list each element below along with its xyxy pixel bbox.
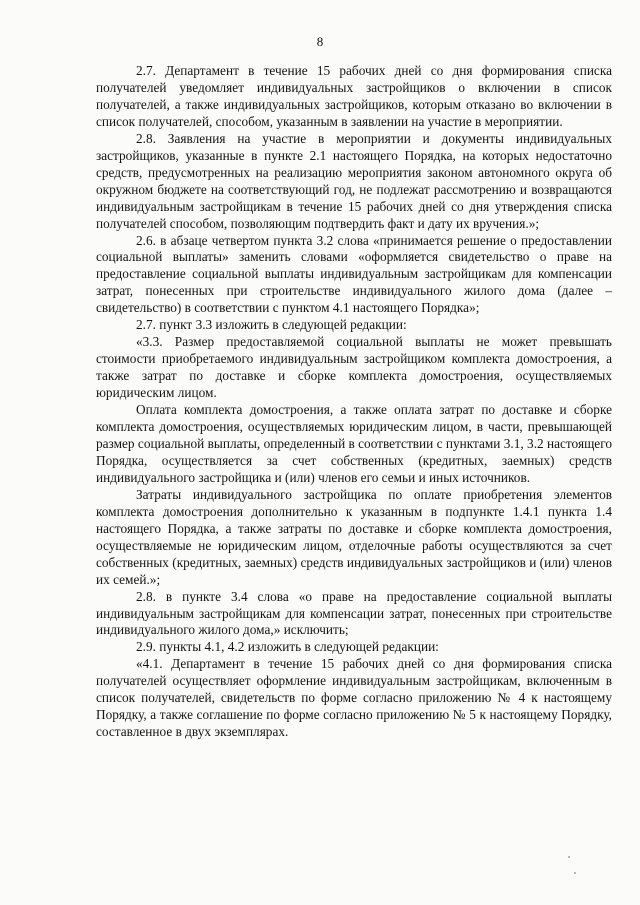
paragraph-2-7-notification: 2.7. Департамент в течение 15 рабочих дней со дня формирования списка получателей уведомляет индивидуальных застройщиков о включении в список получателей, а также индивидуальных застройщиков, которым отказано во включении в список получателей, способом, указанным в заявлении на участие в мероприятии. [96,63,612,129]
paragraph-2-7-amendment: 2.7. пункт 3.3 изложить в следующей редакции: [136,317,407,333]
scan-speck [574,872,576,874]
scan-speck [568,856,570,858]
paragraph-costs: Затраты индивидуального застройщика по оплате приобретения элементов комплекта домостроения дополнительно к указанным в подпункте 1.4.1 пункта 1.4 настоящего Порядка, а также затраты по доставке и сборке комплекта домостроения, осуществляемые не юридическим лицом, отделочные работы осуществляются за счет собственных (кредитных, заемных) средств индивидуальных застройщиков и (или) членов их семей.»; [96,486,612,587]
paragraph-2-6-amendment: 2.6. в абзаце четвертом пункта 3.2 слова «принимается решение о предоставлении социальной выплаты» заменить словами «оформляется свидетельство о праве на предоставление социальной выплаты индивидуальным застройщикам для компенсации затрат, понесенных при строительстве индивидуального жилого дома (далее – свидетельство) в соответствии с пунктом 4.1 настоящего Порядка»; [96,232,612,316]
paragraph-2-9-amendment: 2.9. пункты 4.1, 4.2 изложить в следующей редакции: [136,639,439,655]
document-body [96,63,612,741]
page-number: 8 [316,34,324,49]
paragraph-2-8-applications: 2.8. Заявления на участие в мероприятии и документы индивидуальных застройщиков, указанные в пункте 2.1 настоящего Порядка, на которых недостаточно средств, предусмотренных на реализацию мероприятия законом автономного округа об окружном бюджете на соответствующий год, не подлежат рассмотрению и возвращаются индивидуальным застройщикам в течение 15 рабочих дней со дня утверждения списка получателей способом, позволяющим подтвердить факт и дату их вручения.»; [96,130,612,231]
paragraph-payment: Оплата комплекта домостроения, а также оплата затрат по доставке и сборке комплекта домостроения, осуществляемых юридическим лицом, в части, превышающей размер социальной выплаты, определенный в соответствии с пунктами 3.1, 3.2 настоящего Порядка, осуществляется за счет собственных (кредитных, заемных) средств индивидуального застройщика и (или) членов его семьи и иных источников. [96,402,612,485]
paragraph-2-8-amendment: 2.8. в пункте 3.4 слова «о праве на предоставление социальной выплаты индивидуальным застройщикам для компенсации затрат, понесенных при строительстве индивидуального жилого дома,» исключить; [96,588,612,638]
paragraph-4-1: «4.1. Департамент в течение 15 рабочих дней со дня формирования списка получателей осуществляет оформление индивидуальным застройщикам, включенным в список получателей, свидетельств по форме согласно приложению № 4 к настоящему Порядку, а также соглашение по форме согласно приложению № 5 к настоящему Порядку, составленное в двух экземплярах. [96,656,612,740]
paragraph-3-3: «3.3. Размер предоставляемой социальной выплаты не может превышать стоимости приобретаемого индивидуальным застройщиком комплекта домостроения, а также затрат по доставке и сборке комплекта домостроения, осуществляемых юридическим лицом. [96,334,612,401]
